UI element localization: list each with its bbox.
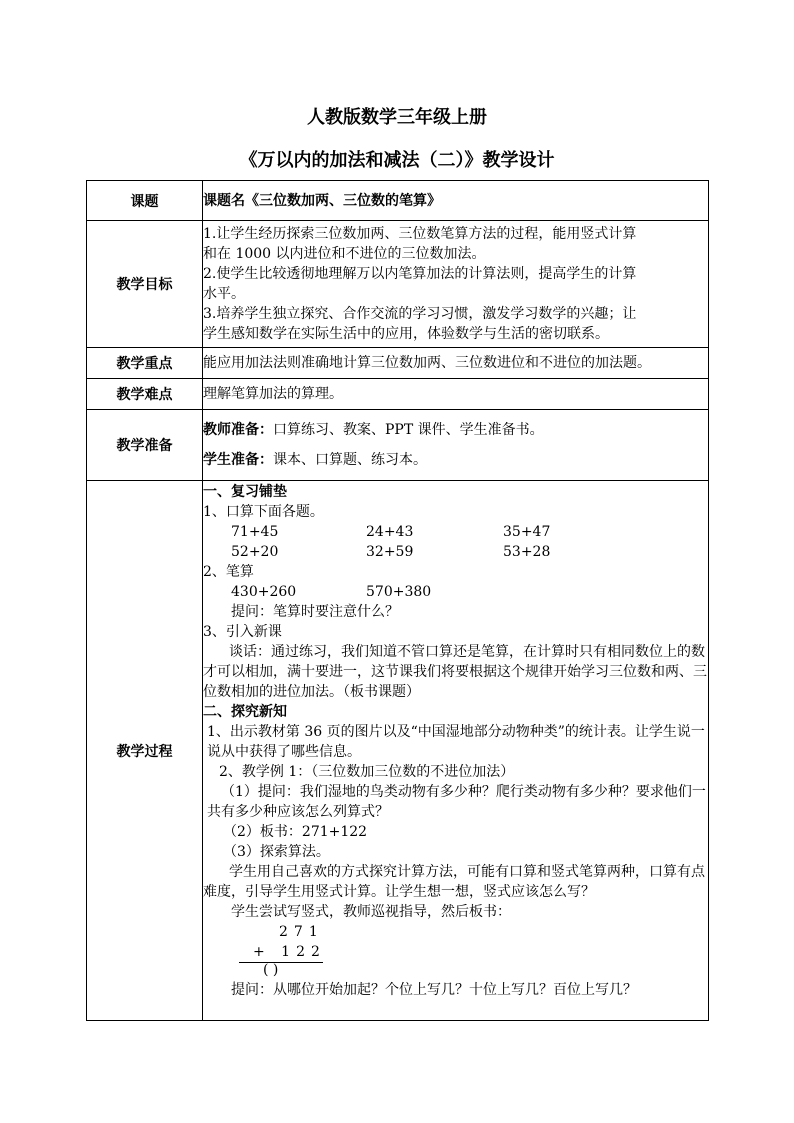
goal-line: 水平。 xyxy=(203,286,245,302)
written-item: 430+260 xyxy=(231,584,297,600)
oral-item: 52+20 xyxy=(231,544,279,560)
teacher-prep-label: 教师准备： xyxy=(203,422,273,438)
section-review-title: 一、复习铺垫 xyxy=(203,484,287,500)
written-item: 570+380 xyxy=(366,584,432,600)
oral-item: 53+28 xyxy=(503,544,551,560)
section-explore-title: 二、探究新知 xyxy=(203,704,287,720)
student-prep-label: 学生准备： xyxy=(203,452,273,468)
row-topic xyxy=(87,181,709,221)
teacher-prep xyxy=(203,420,708,440)
doc-title-grade: 人教版数学三年级上册 xyxy=(307,107,487,128)
label-key: 教学重点 xyxy=(87,348,203,379)
student-prep-value: 课本、口算题、练习本。 xyxy=(273,452,427,468)
oral-row xyxy=(203,542,708,562)
row-difficulty xyxy=(87,379,709,410)
label-goals: 教学目标 xyxy=(87,221,203,348)
explore-paragraph: （2）板书：271+122 xyxy=(223,824,368,840)
intro-question: 3、引入新课 xyxy=(203,624,282,640)
oral-item: 32+59 xyxy=(366,544,414,560)
teacher-prep-value: 口算练习、教案、PPT 课件、学生准备书。 xyxy=(273,422,544,438)
vertical-second-number: + 122 xyxy=(253,944,326,960)
row-process xyxy=(87,481,709,1021)
explore-paragraph: 学生用自己喜欢的方式探究计算方法，可能有口算和竖式笔算两种，口算有点难度，引导学生用竖式计算。让学生想一想，竖式应该怎么写？ xyxy=(203,864,705,900)
explore-paragraph: 提问：从哪位开始加起？个位上写几？十位上写几？百位上写几？ xyxy=(231,982,637,998)
value-process xyxy=(203,481,709,1021)
label-topic: 课题 xyxy=(87,181,203,221)
vertical-addition xyxy=(203,922,708,980)
vertical-result: ( ) xyxy=(263,962,279,978)
value-topic: 课题名《三位数加两、三位数的笔算》 xyxy=(203,181,709,221)
explore-paragraph: （3）探索算法。 xyxy=(223,844,330,860)
goal-line: 和在 1000 以内进位和不进位的三位数加法。 xyxy=(203,246,486,262)
explore-paragraph: （1）提问：我们湿地的鸟类动物有多少种？爬行类动物有多少种？要求他们一共有多少种应该怎么列算式？ xyxy=(207,784,706,820)
doc-title-lesson: 《万以内的加法和减法（二）》教学设计 xyxy=(239,150,555,171)
intro-talk: 谈话：通过练习，我们知道不管口算还是笔算，在计算时只有相同数位上的数才可以相加，满十要进一，这节课我们将要根据这个规律开始学习三位数和两、三位数相加的进位加法。（板书课题） xyxy=(203,644,707,700)
explore-paragraph: 2、教学例 1：（三位数加三位数的不进位加法） xyxy=(219,764,515,780)
oral-item: 71+45 xyxy=(231,524,279,540)
explore-paragraph: 学生尝试写竖式，教师巡视指导，然后板书： xyxy=(231,904,511,920)
oral-question: 1、口算下面各题。 xyxy=(203,504,324,520)
goal-line: 2.使学生比较透彻地理解万以内笔算加法的计算法则，提高学生的计算 xyxy=(203,266,637,282)
goal-line: 1.让学生经历探索三位数加两、三位数笔算方法的过程，能用竖式计算 xyxy=(203,226,637,242)
lesson-plan-table xyxy=(86,180,709,1021)
vertical-top-number: 271 xyxy=(279,924,324,940)
label-process: 教学过程 xyxy=(87,481,203,1021)
oral-item: 24+43 xyxy=(366,524,414,540)
written-row xyxy=(203,582,708,602)
value-difficulty: 理解笔算加法的算理。 xyxy=(203,379,709,410)
label-difficulty: 教学难点 xyxy=(87,379,203,410)
value-goals xyxy=(203,221,709,348)
value-prep xyxy=(203,410,709,481)
row-goals xyxy=(87,221,709,348)
explore-paragraph: 1、出示教材第 36 页的图片以及“中国湿地部分动物种类”的统计表。让学生说一说从中获得了哪些信息。 xyxy=(207,724,705,760)
oral-item: 35+47 xyxy=(503,524,551,540)
review-ask: 提问：笔算时要注意什么？ xyxy=(231,604,399,620)
row-key xyxy=(87,348,709,379)
written-question: 2、笔算 xyxy=(203,564,254,580)
label-prep: 教学准备 xyxy=(87,410,203,481)
value-key: 能应用加法法则准确地计算三位数加两、三位数进位和不进位的加法题。 xyxy=(203,348,709,379)
student-prep xyxy=(203,450,708,470)
goal-line: 学生感知数学在实际生活中的应用，体验数学与生活的密切联系。 xyxy=(203,326,609,342)
row-prep xyxy=(87,410,709,481)
vertical-rule xyxy=(239,962,323,963)
oral-row xyxy=(203,522,708,542)
goal-line: 3.培养学生独立探究、合作交流的学习习惯，激发学习数学的兴趣；让 xyxy=(203,306,637,322)
